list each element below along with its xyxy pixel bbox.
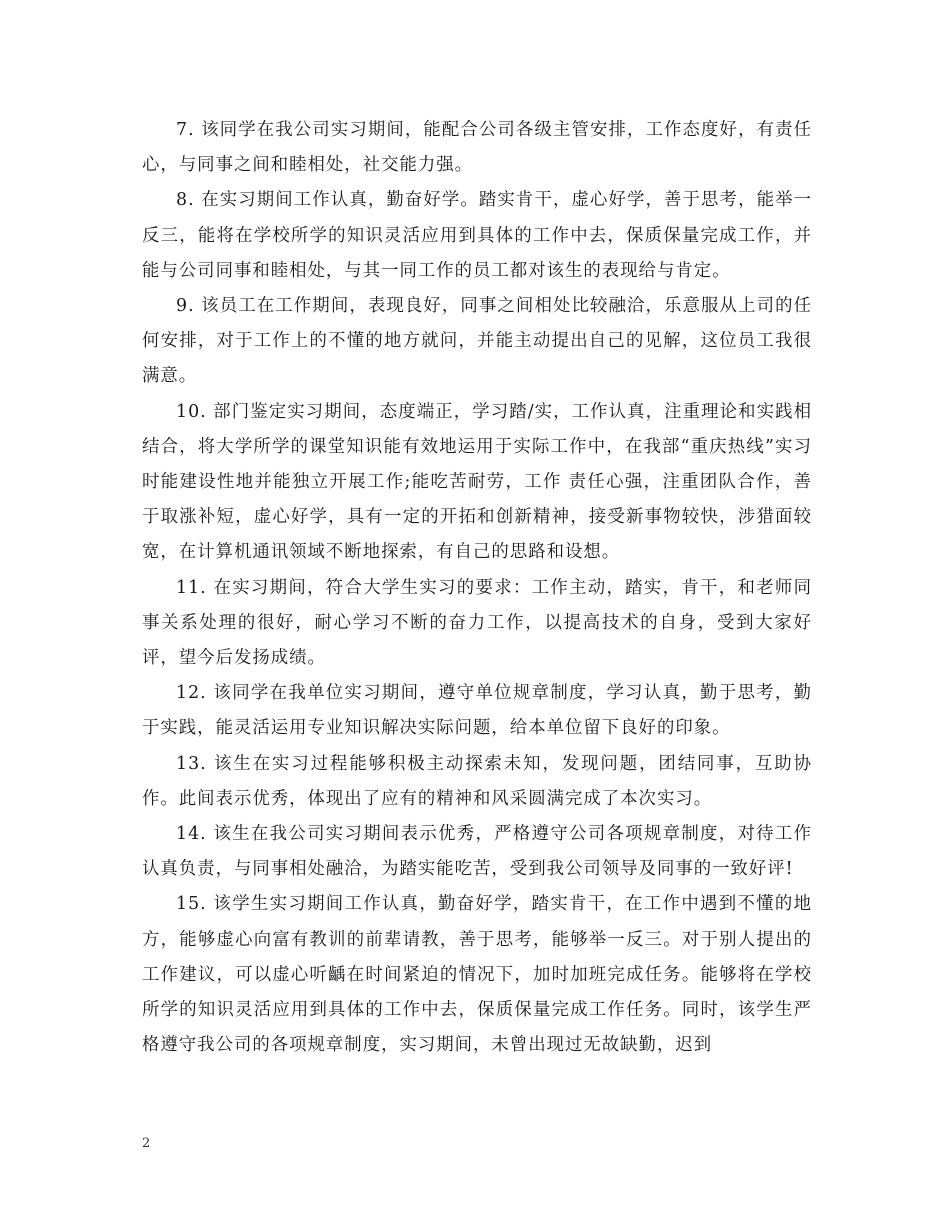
paragraph-9: 9. 该员工在工作期间，表现良好，同事之间相处比较融洽，乐意服从上司的任何安排，对于工作上的不懂的地方就问，并能主动提出自己的见解，这位员工我很满意。 xyxy=(142,296,812,387)
paragraph-11: 11. 在实习期间，符合大学生实习的要求：工作主动，踏实，肯干，和老师同事关系处理的很好，耐心学习不断的奋力工作，以提高技术的自身，受到大家好评，望今后发扬成绩。 xyxy=(142,577,812,669)
paragraph-15: 15. 该学生实习期间工作认真，勤奋好学，踏实肯干，在工作中遇到不懂的地方，能够虚心向富有教训的前辈请教，善于思考，能够举一反三。对于别人提出的工作建议，可以虚心听齲在时间紧迫的情况下，加时加班完成任务。能够将在学校所学的知识灵活应用到具体的工作中去，保质保量完成工作任务。同时，该学生严格遵守我公司的各项规章制度，实习期间，未曾出现过无故缺勤，迟到 xyxy=(142,894,812,1056)
paragraph-12: 12. 该同学在我单位实习期间，遵守单位规章制度，学习认真，勤于思考，勤于实践，能灵活运用专业知识解决实际问题，给本单位留下良好的印象。 xyxy=(142,683,812,739)
page-number: 2 xyxy=(142,1136,151,1151)
paragraph-8: 8. 在实习期间工作认真，勤奋好学。踏实肯干，虚心好学，善于思考，能举一反三，能将在学校所学的知识灵活应用到具体的工作中去，保质保量完成工作，并能与公司同事和睦相处，与其一同工作的员工都对该生的表现给与肯定。 xyxy=(142,190,812,281)
paragraph-10: 10. 部门鉴定实习期间，态度端正，学习踏/实，工作认真，注重理论和实践相结合，将大学所学的课堂知识能有效地运用于实际工作中，在我部“重庆热线”实习时能建设性地并能独立开展工作;能吃苦耐劳，工作 责任心强，注重团队合作，善于取涨补短，虚心好学，具有一定的开拓和创新精神，接受新事物较快，涉猎面较宽，在计算机通讯领域不断地探索，有自己的思路和设想。 xyxy=(142,401,812,563)
paragraph-7: 7. 该同学在我公司实习期间，能配合公司各级主管安排，工作态度好，有责任心，与同事之间和睦相处，社交能力强。 xyxy=(142,120,812,176)
paragraph-13: 13. 该生在实习过程能够积极主动探索未知，发现问题，团结同事，互助协作。此间表示优秀，体现出了应有的精神和风采圆满完成了本次实习。 xyxy=(142,753,812,809)
paragraph-14: 14. 该生在我公司实习期间表示优秀，严格遵守公司各项规章制度，对待工作认真负责，与同事相处融洽，为踏实能吃苦，受到我公司领导及同事的一致好评! xyxy=(142,824,812,880)
document-body xyxy=(142,113,812,1063)
